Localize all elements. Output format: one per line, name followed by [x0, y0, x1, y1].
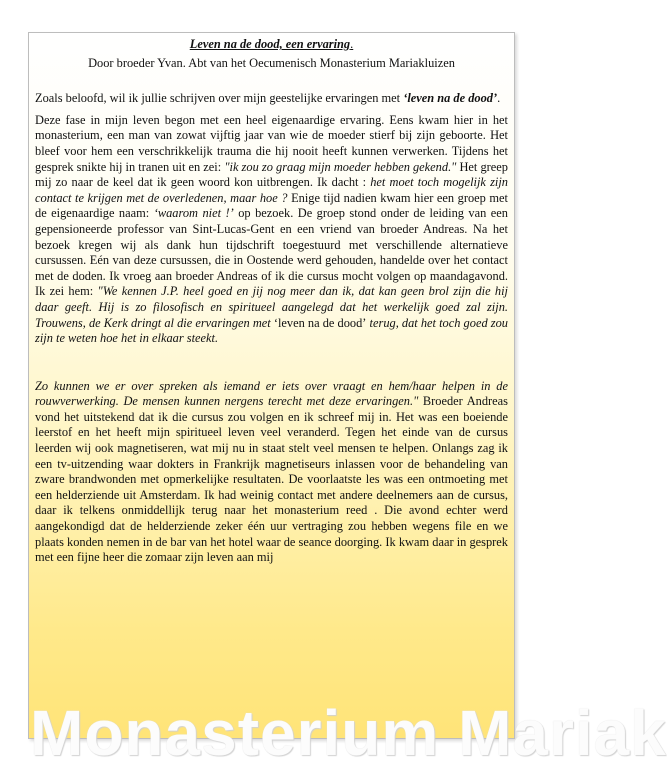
- author-line: Door broeder Yvan. Abt van het Oecumenisch Monasterium Mariakluizen: [88, 55, 455, 70]
- page-frame: [28, 32, 515, 739]
- paragraph-1: Deze fase in mijn leven begon met een heel eigenaardige ervaring. Eens kwam hier in het monasterium, een man van zowat vijftig jaar van wie de moeder stierf bij zijn geboorte. Het bleef voor hem een verschrikkelijk trauma die hij nooit heeft kunnen verwerken. Tijdens het gesprek snikte hij in tranen uit en zei: "ik zou zo graag mijn moeder hebben gekend." Het greep mij zo naar de keel dat ik geen woord kon uitbrengen. Ik dacht : het moet toch mogelijk zijn contact te krijgen met de overledenen, maar hoe ? Enige tijd nadien kwam hier een groep met de eigenaardige naam: ‘waarom niet !’ op bezoek. De groep stond onder de leiding van een gepensioneerde professor van Sint-Lucas-Gent en een vriend van broeder Andreas. Na het bezoek kregen wij als dank hun tijdschrift toegestuurd met verschillende alternatieve cursussen. Eén van deze cursussen, die in Oostende werd gehouden, handelde over het contact met de doden. Ik vroeg aan broeder Andreas of ik die cursus mocht volgen op maandagavond. Ik zei hem: "We kennen J.P. heel goed en jij nog meer dan ik, dat kan geen brol zijn die hij daar geeft. Hij is zo filosofisch en spiritueel aangelegd dat het werkelijk goed zal zijn. Trouwens, de Kerk dringt al die ervaringen met ‘leven na de dood’ terug, dat het toch goed zou zijn te weten hoe het in elkaar steekt.: [35, 112, 508, 346]
- page-title: Leven na de dood, een ervaring.: [189, 37, 354, 51]
- article: [35, 37, 508, 566]
- watermark: Monasterium Mariak: [30, 697, 667, 769]
- paragraph-2: Zo kunnen we er over spreken als iemand er iets over vraagt en hem/haar helpen in de rouwverwerking. De mensen kunnen nergens terecht met deze ervaringen." Broeder Andreas vond het uitstekend dat ik die cursus zou volgen en ik schreef mij in. Het was een boeiende leerstof en het heeft mijn spiritueel leven veel veranderd. Tegen het einde van de cursus leerden wij ook magnetiseren, wat mij nu in staat stelt veel mensen te helpen. Onlangs zag ik een tv-uitzending waar dokters in Frankrijk magnetiseurs inlassen voor de behandeling van zware brandwonden met opmerkelijke resultaten. De voorlaatste les was een ontmoeting met een helderziende uit Amsterdam. Ik had weinig contact met andere deelnemers aan de cursus, daar ik telkens onmiddellijk terug naar het monasterium reed . Die avond echter werd aangekondigd dat de helderziende zeker één uur vertraging zou hebben wegens file en we plaats konden nemen in de bar van het hotel waar de seance doorging. Ik kwam daar in gesprek met een fijne heer die zomaar zijn leven aan mij: [35, 378, 508, 565]
- intro-paragraph: Zoals beloofd, wil ik jullie schrijven over mijn geestelijke ervaringen met ‘leven na de dood’.: [35, 91, 501, 106]
